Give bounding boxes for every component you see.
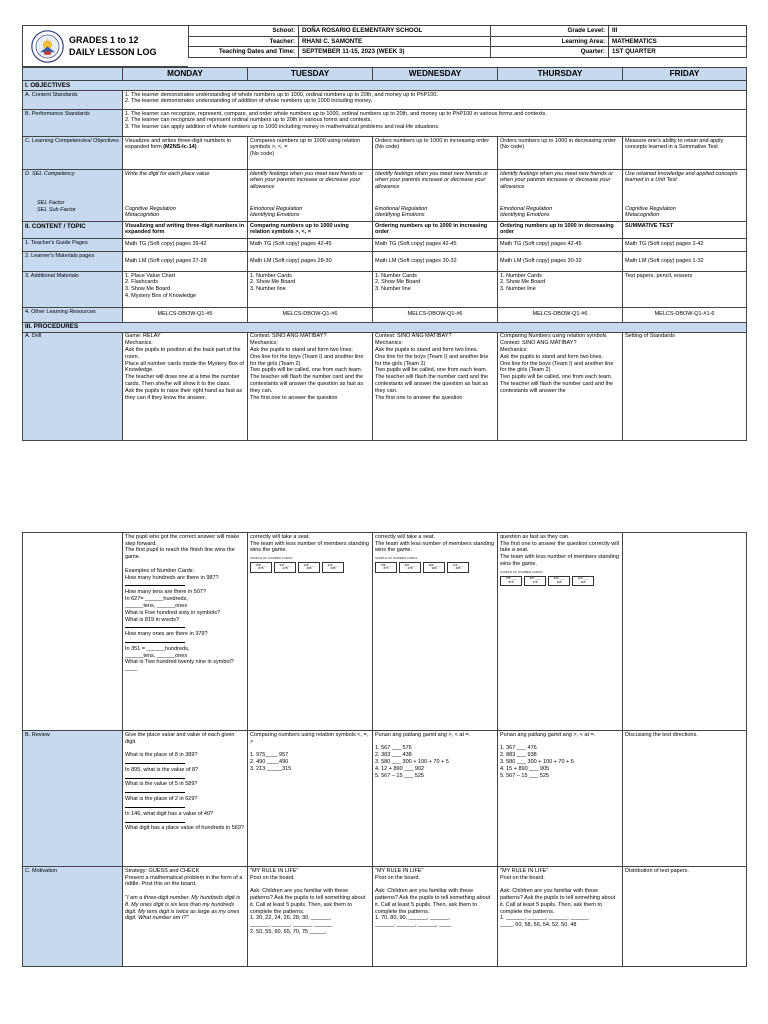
drill-cont-monday: The pupil who got the correct answer will make step forward. The first pupil to reach the finish line wins the game. Examples of Number Cards: How many hundreds are there in 987? How many tens are there in 507? In 627= ______hundreds, ______tens, ______ones What is Five hundred sixty in symbols? What is 819 in words? How many ones are there in 379? In 351 = ______hundreds, ______tens, ______ones What is Two hundred twenty nine in symbol? ____ [123, 533, 248, 731]
header [22, 25, 746, 67]
performance-standard-1: 1. The learner can recognize, represent, compare, and order whole numbers up to 1000, ordinal numbers up to 20th, and money up to PhP100 in various forms and contexts. [125, 110, 547, 117]
label-content-standards: A. Content Standards [23, 90, 123, 109]
number-card: 547 ___ 478 [524, 576, 546, 587]
day-friday: FRIDAY [623, 68, 747, 81]
competency-friday: Measure one's ability to retain and apply concepts learned in a Summative Test [623, 136, 747, 169]
number-card: 768 ___ 876 [250, 562, 272, 573]
sel-monday: Write the digit for each place value Cognitive Regulation Metacognition [123, 169, 248, 221]
label-tg: 1. Teacher's Guide Pages [23, 238, 123, 251]
review-thursday: Punan ang patlang gamit ang >, < at =. 1. 367 ___ 476 2. 883 ___ 938 3. 580 ___ 300 + 100 + 70 + 5 4. 15 + 890 ___ 905 5. 567 – 15 ___ 525 [498, 731, 623, 867]
school-label: School: [189, 26, 299, 37]
quarter-label: Quarter: [491, 47, 609, 58]
lm-wednesday: Math LM (Soft copy) pages 30-32 [373, 251, 498, 271]
competency-wednesday: Orders numbers up to 1000 in increasing order (No code) [373, 136, 498, 169]
drill-monday: Game: RELAY Mechanics: Ask the pupils to position at the back part of the room. Place all number cards inside the Mystery Box of Knowledge. The teacher will draw one at a time the number cards. Then she/he will show it to the class. Ask the pupils to raise their right hand as fast as they can if they know the answer. [123, 332, 248, 440]
other-tuesday: MELCS-DBOW-Q1-#6 [248, 307, 373, 322]
other-thursday: MELCS-DBOW-Q1-#6 [498, 307, 623, 322]
lm-friday: Math LM (Soft copy) pages 1-32 [623, 251, 747, 271]
header-title-block [22, 25, 188, 67]
header-fields-table [188, 25, 747, 58]
competency-thursday: Orders numbers up to 1000 in decreasing order (No code) [498, 136, 623, 169]
sel-wednesday: Identify feelings when you meet new friends or when your parents increase or decrease your allowance Emotional Regulation Identifying Emotions [373, 169, 498, 221]
sample-number-cards-tuesday: SAMPLE OF NUMBER CARDS 768 ___ 876 547 ___ 478 299 ___ 396 119 ___ 465 [250, 557, 370, 572]
number-card: 119 ___ 465 [572, 576, 594, 587]
review-monday: Give the place value and value of each given digit. What is the place of 8 in 389? In 895, what is the value of 8? What is the value of 5 in 589? What is the place of 2 in 629? In 146, what digit has a value of 40? What digit has a place value of hundreds in 569? [123, 731, 248, 867]
row-tg-pages [23, 238, 747, 251]
review-tuesday: Comparing numbers using relation symbols <, =, > 1. 975____ 957 2. 490 ____490 3. 213 _____315 [248, 731, 373, 867]
tg-wednesday: Math TG (Soft copy) pages 42-45 [373, 238, 498, 251]
number-card: 119 ___ 465 [447, 562, 469, 573]
row-content-standards [23, 90, 747, 109]
number-card: 119 ___ 465 [322, 562, 344, 573]
day-header-row [23, 68, 747, 81]
lesson-grid-page-1 [22, 67, 747, 441]
label-review: B. Review [23, 731, 123, 867]
competency-tuesday: Compares numbers up to 1000 using relation symbols >, <, = (No code) [248, 136, 373, 169]
grade-level-label: Grade Level: [491, 26, 609, 37]
content-standard-1: 1. The learner demonstrates understanding of whole numbers up to 1000, ordinal numbers up to 20th, and money up to PhP100. [125, 91, 438, 98]
performance-standard-3: 3. The learner can apply addition of whole numbers up to 1000 including money in mathematical problems and real-life situations. [125, 124, 440, 131]
drill-friday: Setting of Standards [623, 332, 747, 440]
row-performance-standards [23, 109, 747, 136]
materials-thursday: 1. Number Cards 2. Show Me Board 3. Number line [498, 271, 623, 307]
materials-monday: 1. Place Value Chart 2. Flashcards 3. Show Me Board 4. Mystery Box of Knowledge [123, 271, 248, 307]
motivation-monday: Strategy: GUESS and CHECK Present a mathematical problem in the form of a riddle. Post this on the board. "I am a three-digit number. My hundreds digit is 8. My ones digit is six less than my hundreds digit. My tens digit is twice as large as my ones digit. What number am I?" [123, 867, 248, 967]
day-wednesday: WEDNESDAY [373, 68, 498, 81]
row-topic [23, 221, 747, 238]
title-grades: GRADES 1 to 12 [69, 35, 139, 45]
review-friday: Discussing the test directions. [623, 731, 747, 867]
label-lm: 2. Learner's Materials pages [23, 251, 123, 271]
sample-number-cards-wednesday: SAMPLE OF NUMBER CARDS 768 ___ 876 547 ___ 478 299 ___ 396 119 ___ 465 [375, 557, 495, 572]
label-drill: A. Drill [23, 332, 123, 440]
lm-thursday: Math LM (Soft copy) pages 30-32 [498, 251, 623, 271]
motivation-thursday: "MY RULE IN LIFE" Post on the board. Ask: Children are you familiar with these patterns? Ask the pupils to tell something about it. Call at least 5 pupils. Then, ask them to complete the patterns. 1. ______, ______, ______, ______ ____, 60, 58, 56, 54, 52, 50, 48 [498, 867, 623, 967]
content-standard-2: 2. The learner demonstrates understanding of addition of whole numbers up to 1000 including money. [125, 98, 373, 105]
topic-wednesday: Ordering numbers up to 1000 in increasing order [373, 221, 498, 238]
quarter-value: 1ST QUARTER [609, 47, 747, 58]
teacher-value: RHANI C. SAMONTE [299, 36, 491, 47]
number-card: 547 ___ 478 [399, 562, 421, 573]
materials-tuesday: 1. Number Cards 2. Show Me Board 3. Number line [248, 271, 373, 307]
school-value: DOÑA ROSARIO ELEMENTARY SCHOOL [299, 26, 491, 37]
day-thursday: THURSDAY [498, 68, 623, 81]
header-titles [69, 34, 157, 58]
number-card: 299 ___ 396 [548, 576, 570, 587]
dates-label: Teaching Dates and Time: [189, 47, 299, 58]
other-monday: MELCS-DBOW-Q1-#5 [123, 307, 248, 322]
row-materials [23, 271, 747, 307]
other-wednesday: MELCS-DBOW-Q1-#6 [373, 307, 498, 322]
topic-thursday: Ordering numbers up to 1000 in decreasing order [498, 221, 623, 238]
motivation-friday: Distribution of test papers. [623, 867, 747, 967]
learning-area-label: Learning Area: [491, 36, 609, 47]
row-motivation [23, 867, 747, 967]
performance-standard-2: 2. The learner can recognize and represent ordinal numbers up to 20th in various forms and contexts. [125, 117, 372, 124]
drill-tuesday: Contest: SINO ANG MATIBAY? Mechanics: Ask the pupils to stand and form two lines. One line for the boys (Team I) and another line for the girls (Team 2) Two pupils will be called, one from each team. The teacher will flash the number card and the contestants will answer the question as fast as they can. The first one to answer the question [248, 332, 373, 440]
teacher-label: Teacher: [189, 36, 299, 47]
section-content-topic: II. CONTENT / TOPIC [23, 221, 123, 238]
label-sel-factor: SEL Factor [37, 200, 65, 207]
number-card: 299 ___ 396 [423, 562, 445, 573]
label-performance-standards: B. Performance Standards [23, 109, 123, 136]
label-competencies: C. Learning Competencies/ Objectives [23, 136, 123, 169]
row-drill-continued [23, 533, 747, 731]
topic-friday: SUMMATIVE TEST [623, 221, 747, 238]
tg-friday: Math TG (Soft copy) pages 1-42 [623, 238, 747, 251]
number-card: 547 ___ 478 [274, 562, 296, 573]
competency-monday: Visualizes and writes three-digit numbers in expanded form (M2NS-Ic-14) [123, 136, 248, 169]
row-drill [23, 332, 747, 440]
title-dll: DAILY LESSON LOG [69, 47, 157, 58]
lm-tuesday: Math LM (Soft copy) pages 28-30 [248, 251, 373, 271]
row-competencies [23, 136, 747, 169]
label-materials: 3. Additional Materials [23, 271, 123, 307]
review-wednesday: Punan ang patlang gamit ang >, < at =. 1. 567 ___ 576 2. 383 ___ 438 3. 580 ___ 300 + 100 + 70 + 5 4. 12 + 890 ___ 902 5. 567 – 15 ___ 525 [373, 731, 498, 867]
grade-level-value: III [609, 26, 747, 37]
deped-seal-icon [31, 30, 64, 63]
section-procedures: III. PROCEDURES [23, 322, 747, 332]
number-card: 768 ___ 876 [500, 576, 522, 587]
dates-value: SEPTEMBER 11-15, 2023 (WEEK 3) [299, 47, 491, 58]
page-gap [0, 487, 768, 527]
tg-tuesday: Math TG (Soft copy) pages 42-45 [248, 238, 373, 251]
tg-monday: Math TG (Soft copy) pages 39-42 [123, 238, 248, 251]
row-review [23, 731, 747, 867]
lesson-grid-page-2 [22, 532, 747, 967]
lesson-log-page-1 [22, 25, 746, 441]
tg-thursday: Math TG (Soft copy) pages 42-45 [498, 238, 623, 251]
motivation-tuesday: "MY RULE IN LIFE" Post on the board. Ask: Children are you familiar with these patterns? Ask the pupils to tell something about it. Call at least 5 pupils. Then, ask them to complete the patterns. 1. 20, 22, 24, 26, 28, 30, ______, ______, ______, ______, ______ 2. 50, 55, 60, 65, 70, 75 _____, [248, 867, 373, 967]
lesson-log-page-2 [22, 532, 746, 967]
row-lm-pages [23, 251, 747, 271]
row-sel [23, 169, 747, 221]
day-tuesday: TUESDAY [248, 68, 373, 81]
label-sel-sub: SEL Sub Factor [37, 207, 76, 214]
day-header-blank [23, 68, 123, 81]
drill-thursday: Comparing Numbers using relation symbols Contest: SINO ANG MATIBAY? Mechanics: Ask the pupils to stand and form two lines. One line for the boys (Team I) and another line for the girls (Team 2) Two pupils will be called, one from each team. The teacher will flash the number card and the contestants will answer the [498, 332, 623, 440]
number-card: 768 ___ 876 [375, 562, 397, 573]
label-motivation: C. Motivation [23, 867, 123, 967]
materials-wednesday: 1. Number Cards 2. Show Me Board 3. Number line [373, 271, 498, 307]
day-monday: MONDAY [123, 68, 248, 81]
drill-cont-friday [623, 533, 747, 731]
motivation-wednesday: "MY RULE IN LIFE" Post on the board. Ask: Children are you familiar with these patterns? Ask the pupils to tell something about it. Call at least 5 pupils. Then, ask them to complete the patterns. 1. 70, 80, 90, ______, ______, ______, ______, ______, ____ [373, 867, 498, 967]
drill-cont-thursday: question as fast as they can. The first one to answer the question correctly will take a seat. The team with less number of members standing wins the game. SAMPLE OF NUMBER CARDS 768 ___ 876 547 ___ 478 299 ___ 396 119 ___ 465 [498, 533, 623, 731]
drill-cont-tuesday: correctly will take a seat. The team with less number of members standing wins the game. SAMPLE OF NUMBER CARDS 768 ___ 876 547 ___ 478 299 ___ 396 119 ___ 465 [248, 533, 373, 731]
row-other-resources [23, 307, 747, 322]
topic-monday: Visualizing and writing three-digit numbers in expanded form [123, 221, 248, 238]
label-drill-continued [23, 533, 123, 731]
sel-thursday: Identify feelings when you meet new friends or when your parents increase or decrease your allowance Emotional Regulation Identifying Emotions [498, 169, 623, 221]
label-other: 4. Other Learning Resources [23, 307, 123, 322]
label-sel: D. SEL Competency SEL Factor SEL Sub Factor [23, 169, 123, 221]
number-card: 299 ___ 396 [298, 562, 320, 573]
drill-wednesday: Contest: SINO ANG MATIBAY? Mechanics: Ask the pupils to stand and form two lines. One line for the boys (Team I) and another line for the girls (Team 2) Two pupils will be called, one from each team. The teacher will flash the number card and the contestants will answer the question as fast as they can. The first one to answer the question [373, 332, 498, 440]
topic-tuesday: Comparing numbers up to 1000 using relation symbols >, <, = [248, 221, 373, 238]
lm-monday: Math LM (Soft copy) pages 27-28 [123, 251, 248, 271]
other-friday: MELCS-DBOW-Q1-#1-6 [623, 307, 747, 322]
drill-cont-wednesday: correctly will take a seat. The team with less number of members standing wins the game. SAMPLE OF NUMBER CARDS 768 ___ 876 547 ___ 478 299 ___ 396 119 ___ 465 [373, 533, 498, 731]
section-objectives: I. OBJECTIVES [23, 81, 747, 91]
materials-friday: Test papers, pencil, erasers [623, 271, 747, 307]
sel-tuesday: Identify feelings when you meet new friends or when your parents increase or decrease your allowance Emotional Regulation Identifying Emotions [248, 169, 373, 221]
sample-number-cards-thursday: SAMPLE OF NUMBER CARDS 768 ___ 876 547 ___ 478 299 ___ 396 119 ___ 465 [500, 571, 620, 586]
sel-friday: Use retained knowledge and applied concepts learned in a Unit Test Cognitive Regulation Metacognition [623, 169, 747, 221]
learning-area-value: MATHEMATICS [609, 36, 747, 47]
